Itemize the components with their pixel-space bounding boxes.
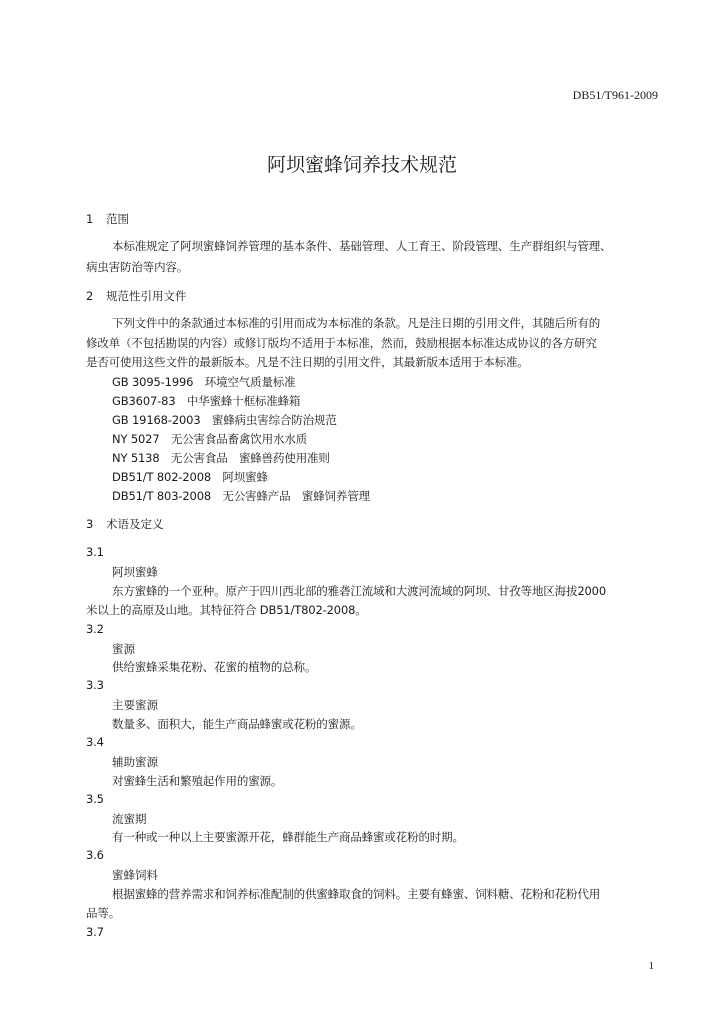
reference-item: GB 19168-2003 蜜蜂病虫害综合防治规范 [112,413,337,427]
term-number: 3.1 [86,545,104,559]
term-name: 主要蜜源 [112,698,158,712]
term-name: 蜜源 [112,642,135,656]
section-heading [86,288,187,304]
term-definition: 数量多、面积大，能生产商品蜂蜜或花粉的蜜源。 [112,717,362,731]
term-number: 3.4 [86,735,104,749]
term-definition: 根据蜜蜂的营养需求和饲养标准配制的供蜜蜂取食的饲料。主要有蜂蜜、饲料糖、花粉和花粉代用 [112,887,601,901]
paragraph-line: 下列文件中的条款通过本标准的引用而成为本标准的条款。凡是注日期的引用文件，其随后所有的 [112,316,601,330]
section-heading [86,516,164,532]
section-heading [86,211,129,227]
paragraph-line: 本标准规定了阿坝蜜蜂饲养管理的基本条件、基础管理、人工育王、阶段管理、生产群组织与管理、 [112,239,612,253]
term-name: 阿坝蜜蜂 [112,565,158,579]
paragraph-line: 修改单（不包括勘误的内容）或修订版均不适用于本标准，然而，鼓励根据本标准达成协议的各方研究 [86,336,597,350]
paragraph-line: 病虫害防治等内容。 [86,260,189,274]
term-number: 3.6 [86,848,104,862]
term-number: 3.2 [86,622,104,636]
reference-item: NY 5138 无公害食品 蜜蜂兽药使用准则 [112,451,330,465]
term-definition: 有一种或一种以上主要蜜源开花，蜂群能生产商品蜂蜜或花粉的时期。 [112,830,464,844]
section-number: 1 [86,212,94,226]
page-number: 1 [648,960,654,972]
term-number: 3.7 [86,925,104,939]
term-definition: 对蜜蜂生活和繁殖起作用的蜜源。 [112,774,283,788]
section-title: 范围 [106,212,129,226]
reference-item: GB3607-83 中华蜜蜂十框标准蜂箱 [112,394,301,408]
term-number: 3.5 [86,792,104,806]
reference-item: GB 3095-1996 环境空气质量标准 [112,375,296,389]
term-definition: 品等。 [86,906,121,920]
term-name: 蜜蜂饲料 [112,868,158,882]
paragraph-line: 是否可使用这些文件的最新版本。凡是不注日期的引用文件，其最新版本适用于本标准。 [86,355,529,369]
reference-item: NY 5027 无公害食品畜禽饮用水水质 [112,432,308,446]
term-number: 3.3 [86,678,104,692]
reference-item: DB51/T 803-2008 无公害蜂产品 蜜蜂饲养管理 [112,489,370,503]
term-name: 流蜜期 [112,812,147,826]
term-definition: 供给蜜蜂采集花粉、花蜜的植物的总称。 [112,660,317,674]
section-number: 2 [86,289,94,303]
term-definition: 东方蜜蜂的一个亚种。原产于四川西北部的雅砻江流域和大渡河流域的阿坝、甘孜等地区海拔2000 [112,584,607,598]
term-name: 辅助蜜源 [112,755,158,769]
document-code: DB51/T961-2009 [572,88,658,102]
section-title: 规范性引用文件 [106,289,187,303]
section-title: 术语及定义 [106,517,164,531]
document-title: 阿坝蜜蜂饲养技术规范 [266,154,457,176]
term-definition: 米以上的高原及山地。其特征符合 DB51/T802-2008。 [86,603,367,617]
section-number: 3 [86,517,94,531]
reference-item: DB51/T 802-2008 阿坝蜜蜂 [112,470,268,484]
